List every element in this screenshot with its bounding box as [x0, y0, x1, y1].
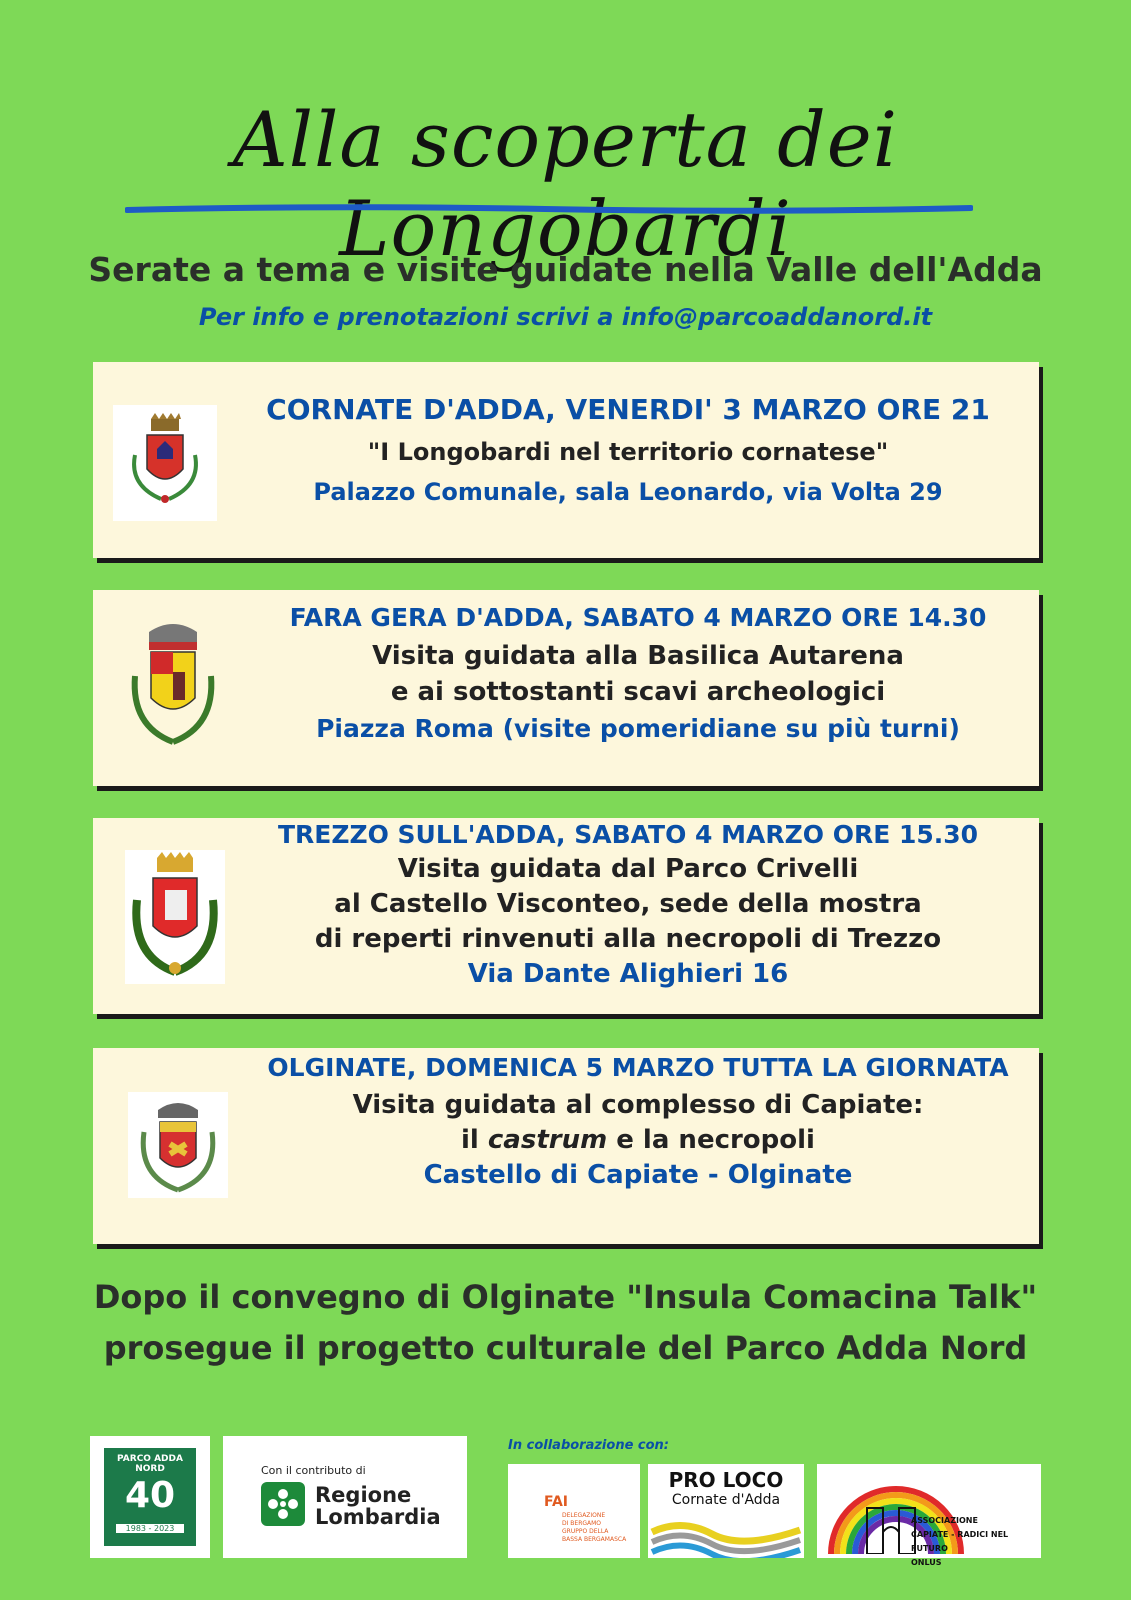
event-location: Palazzo Comunale, sala Leonardo, via Volta 29 [313, 478, 943, 506]
collaboration-label: In collaborazione con: [508, 1438, 670, 1453]
event-title-line2: e ai sottostanti scavi archeologici [390, 677, 886, 707]
cornate-crest-icon [113, 405, 217, 521]
fai-name: FAI [544, 1494, 569, 1510]
event-title: Visita guidata alla Basilica Autarena [372, 641, 904, 671]
event-card-trezzo [93, 818, 1039, 1014]
regione-name-2: Lombardia [315, 1505, 441, 1529]
event-heading: FARA GERA D'ADDA, SABATO 4 MARZO ORE 14.30 [289, 603, 987, 632]
title-underline [125, 204, 973, 214]
contact-info: Per info e prenotazioni scrivi a info@parcoaddanord.it [198, 303, 933, 331]
parco-logo-years: 1983 - 2023 [116, 1524, 184, 1533]
olginate-crest-icon [128, 1092, 228, 1198]
capiate-line-2: CAPIATE - RADICI NEL FUTURO [911, 1530, 1009, 1553]
regione-contrib-label: Con il contributo di [261, 1464, 366, 1477]
fara-crest-icon [121, 616, 225, 756]
fai-sub-4: BASSA BERGAMASCA [562, 1536, 627, 1543]
event-card-cornate [93, 362, 1039, 558]
parco-adda-nord-logo [90, 1436, 210, 1558]
event-title-line2 [243, 1123, 1033, 1158]
capiate-line-1: ASSOCIAZIONE [911, 1516, 978, 1525]
regione-name-1: Regione [315, 1483, 412, 1507]
event-title: Visita guidata dal Parco Crivelli [397, 854, 859, 884]
capiate-line-3: ONLUS [911, 1558, 942, 1567]
parco-logo-anniv: 40 [124, 1475, 176, 1516]
event-heading: OLGINATE, DOMENICA 5 MARZO TUTTA LA GIORNATA [267, 1053, 1009, 1082]
fai-logo [508, 1464, 640, 1558]
fai-sub-2: DI BERGAMO [562, 1520, 602, 1527]
event-location: Via Dante Alighieri 16 [467, 959, 789, 989]
event-title-line2-part-c: e la necropoli [607, 1125, 815, 1155]
event-heading: CORNATE D'ADDA, VENERDI' 3 MARZO ORE 21 [266, 393, 990, 426]
event-location: Piazza Roma (visite pomeridiane su più turni) [316, 714, 960, 743]
proloco-place: Cornate d'Adda [671, 1492, 781, 1508]
event-title-line2: al Castello Visconteo, sede della mostra [334, 889, 922, 919]
event-title-line2-italic: castrum [487, 1125, 608, 1155]
capiate-association-logo [817, 1464, 1041, 1567]
event-title: Visita guidata al complesso di Capiate: [352, 1090, 924, 1120]
regione-rose-icon [261, 1482, 305, 1526]
proloco-name: PRO LOCO [668, 1468, 784, 1492]
closing-line-2: prosegue il progetto culturale del Parco Adda Nord [103, 1329, 1028, 1367]
fai-sub-3: GRUPPO DELLA [562, 1528, 609, 1535]
pro-loco-logo [648, 1464, 804, 1558]
poster-subtitle: Serate a tema e visite guidate nella Valle dell'Adda [88, 250, 1043, 289]
fai-sub-1: DELEGAZIONE [562, 1512, 606, 1519]
closing-text [0, 1272, 1131, 1374]
closing-line-1: Dopo il convegno di Olginate "Insula Comacina Talk" [93, 1278, 1038, 1316]
poster-title: Alla scoperta dei Longobardi [232, 95, 899, 273]
event-card-olginate [93, 1048, 1039, 1244]
event-title: "I Longobardi nel territorio cornatese" [367, 438, 889, 466]
event-title-line3: di reperti rinvenuti alla necropoli di Trezzo [314, 924, 942, 954]
parco-logo-name: PARCO ADDA NORD [117, 1454, 183, 1474]
proloco-waves-icon [648, 1514, 804, 1558]
trezzo-crest-icon [125, 850, 225, 984]
event-title-line2-part-a: il [461, 1125, 488, 1155]
event-location: Castello di Capiate - Olginate [423, 1160, 853, 1190]
event-card-fara [93, 590, 1039, 786]
event-heading: TREZZO SULL'ADDA, SABATO 4 MARZO ORE 15.30 [277, 820, 979, 849]
regione-lombardia-logo [223, 1436, 467, 1558]
